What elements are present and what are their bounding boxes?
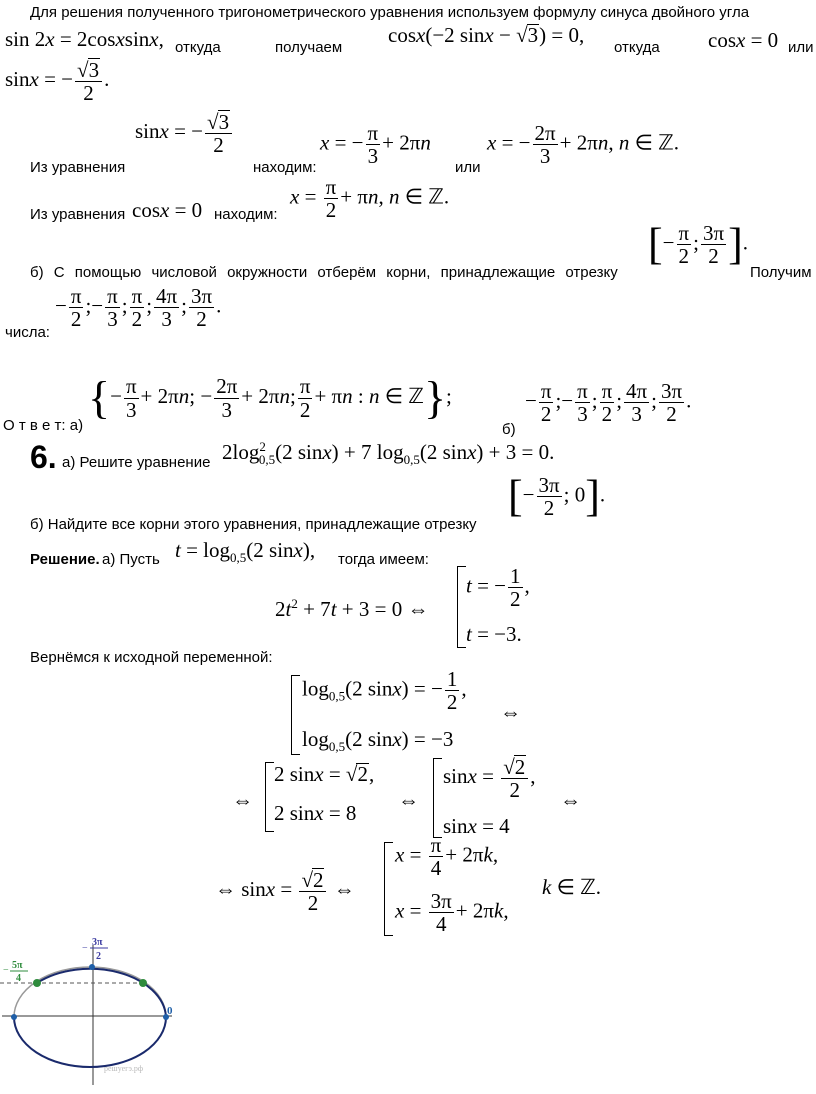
sin-system-bracket-2 xyxy=(433,758,442,838)
final-root-1: x = $\frac{\pi}{4}$ + 2πk, xyxy=(395,833,499,881)
formula-sin2x: sin 2x = 2cosxsinx, xyxy=(5,27,164,51)
label-5pi4: 5π xyxy=(12,960,23,971)
final-bracket xyxy=(384,842,393,936)
text-line-1: Для решения полученного тригонометрического уравнения используем формулу синуса двойного угла xyxy=(30,4,750,21)
final-k-integer: k ∈ ℤ. xyxy=(542,875,602,899)
text-ili-2: или xyxy=(455,159,481,176)
formula-x-minus-2pi3: x = − $\frac{2\pi}{3}$ + 2πn, n ∈ ℤ. xyxy=(487,121,680,169)
solution-a-text: а) Пусть xyxy=(102,551,160,568)
point-5pi4 xyxy=(33,979,41,987)
point-top xyxy=(89,964,95,970)
text-iz-uravneniya-2: Из уравнения xyxy=(30,206,126,223)
answer-b-label: б) xyxy=(502,421,516,438)
formula-cosx-factor: cosx(−2 sinx − √3) = 0, xyxy=(388,23,585,47)
solution-return: Вернёмся к исходной переменной: xyxy=(30,649,273,666)
solution-togda: тогда имеем: xyxy=(338,551,429,568)
word-otkuda-1: откуда xyxy=(175,39,221,56)
formula-cosx-zero-2: cosx = 0 xyxy=(132,198,203,222)
sin-eq-2: 2 sinx = 8 xyxy=(274,801,357,825)
text-nakhodim-1: находим: xyxy=(253,159,317,176)
equiv-2-mid: ⇔ xyxy=(398,788,419,812)
svg-text:−: − xyxy=(3,965,9,976)
formula-sinx-root3: sinx = − $\frac{√3}{2}$ . xyxy=(5,58,110,106)
equiv-2-left: ⇔ xyxy=(232,788,253,812)
label-3pi2: 3π xyxy=(92,937,103,948)
task6-a-text: а) Решите уравнение xyxy=(62,454,211,471)
point-left xyxy=(11,1014,17,1020)
text-nakhodim-2: находим: xyxy=(214,206,278,223)
log-equiv-1: ⇔ xyxy=(500,700,521,724)
text-poluchim: Получим xyxy=(750,264,812,281)
point-7pi4 xyxy=(139,979,147,987)
log-eq-1: $\log_{0,5}(2$ sinx) = − $\frac{1}{2}$ , xyxy=(302,667,467,715)
word-otkuda-2: откуда xyxy=(614,39,660,56)
answer-b-formula: − $\frac{\pi}{2}$ ;− $\frac{\pi}{3}$ ; $\frac{\pi}{2}$ ; $\frac{4\pi}{3}$ ; $\frac{3\pi}{2}$ . xyxy=(525,379,692,427)
formula-numbers-list: − $\frac{\pi}{2}$ ;− $\frac{\pi}{3}$ ; $\frac{\pi}{2}$ ; $\frac{4\pi}{3}$ ; $\frac{3\pi}{2}$ . xyxy=(55,284,222,332)
text-b-segment: б) С помощью числовой окружности отберём корни, принадлежащие отрезку xyxy=(30,264,618,281)
sin-eq-3: sinx = $\frac{√2}{2}$ , xyxy=(443,755,536,803)
task6-equation: $2\log^2_{0,5}(2$ sinx) + 7 $\log_{0,5}(2$ sinx) + 3 = 0. xyxy=(222,439,555,468)
word-ili-1: или xyxy=(788,39,814,56)
final-root-2: x = $\frac{3\pi}{4}$ + 2πk, xyxy=(395,889,509,937)
answer-label: О т в е т: а) xyxy=(3,417,84,434)
task-number: 6. xyxy=(30,439,57,475)
formula-segment-1: [− $\frac{\pi}{2}$ ; $\frac{3\pi}{2}$ ]. xyxy=(648,219,748,269)
solution-substitution: $t = \log_{0,5}(2$ sinx), xyxy=(175,538,316,566)
task6-b-text: б) Найдите все корни этого уравнения, принадлежащие отрезку xyxy=(30,516,477,533)
task6-segment: [− $\frac{3\pi}{2}$ ; 0]. xyxy=(508,471,606,521)
label-zero: 0 xyxy=(167,1005,173,1017)
quadratic-bracket xyxy=(457,566,466,648)
watermark: решуегэ.рф xyxy=(104,1064,144,1073)
formula-x-pi2: x = $\frac{\pi}{2}$ + πn, n ∈ ℤ. xyxy=(290,175,450,223)
final-equiv: ⇔ sinx = $\frac{√2}{2}$ ⇔ xyxy=(215,868,355,916)
answer-a-formula: {− $\frac{\pi}{3}$ + 2πn; − $\frac{2\pi}{3}$ + 2πn; $\frac{\pi}{2}$ + πn : n ∈ ℤ}; xyxy=(88,372,452,423)
formula-cosx-zero: cosx = 0 xyxy=(708,28,779,52)
formula-sinx-eq: sinx = − $\frac{√3}{2}$ xyxy=(135,110,234,156)
sin-eq-1: 2 sinx = √2, xyxy=(274,762,375,786)
sin-eq-4: sinx = 4 xyxy=(443,814,510,838)
equiv-2-right: ⇔ xyxy=(560,788,581,812)
svg-text:2: 2 xyxy=(96,951,101,962)
svg-text:4: 4 xyxy=(16,973,21,984)
solution-label: Решение. xyxy=(30,551,100,568)
log-eq-2: $\log_{0,5}(2$ sinx) = −3 xyxy=(302,727,454,755)
sin-system-bracket-1 xyxy=(265,762,274,832)
number-circle-diagram xyxy=(0,935,200,1094)
formula-x-minus-pi3: x = − $\frac{\pi}{3}$ + 2πn xyxy=(320,121,431,169)
svg-text:−: − xyxy=(82,943,88,954)
quadratic-equation: $2t^2 + 7t + 3 = 0$ ⇔ xyxy=(275,596,429,621)
word-poluchaem: получаем xyxy=(275,39,343,56)
log-system-bracket xyxy=(291,675,300,755)
text-chisla: числа: xyxy=(5,324,50,341)
root-t1: t = − $\frac{1}{2}$ , xyxy=(466,564,530,612)
root-t2: t = −3. xyxy=(466,622,522,646)
text-iz-uravneniya-1: Из уравнения xyxy=(30,159,126,176)
